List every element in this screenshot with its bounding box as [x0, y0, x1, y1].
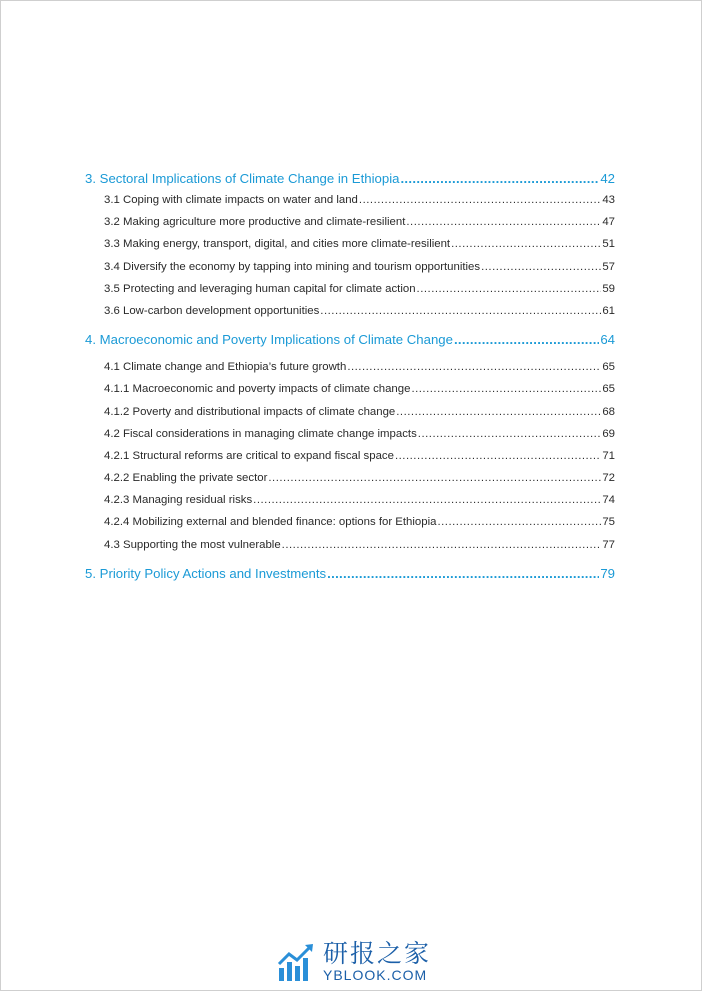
toc-chapter-entry[interactable]	[85, 169, 615, 191]
toc-entry-page: 75	[602, 516, 615, 529]
table-of-contents	[85, 169, 615, 592]
toc-section-entry[interactable]	[85, 258, 615, 280]
toc-entry-page: 65	[602, 383, 615, 396]
toc-section-entry[interactable]	[85, 302, 615, 324]
toc-section-entry[interactable]	[85, 513, 615, 535]
dot-leader	[396, 403, 601, 421]
dot-leader	[327, 564, 599, 584]
dot-leader	[411, 380, 601, 398]
watermark-cn: 研报之家	[323, 940, 432, 968]
dot-leader	[400, 169, 599, 189]
toc-chapter-entry[interactable]	[85, 564, 615, 592]
toc-entry-title: 3.5 Protecting and leveraging human capital for climate action	[104, 282, 416, 295]
toc-entry-page: 69	[602, 427, 615, 440]
toc-section-entry[interactable]	[85, 235, 615, 257]
toc-entry-page: 61	[602, 304, 615, 317]
rising-bars-chart-icon	[277, 942, 317, 982]
toc-entry-title: 4.3 Supporting the most vulnerable	[104, 538, 281, 551]
dot-leader	[406, 213, 601, 231]
toc-section-entry[interactable]	[85, 403, 615, 425]
toc-entry-page: 64	[600, 332, 615, 348]
toc-section-entry[interactable]	[85, 380, 615, 402]
toc-section-entry[interactable]	[85, 191, 615, 213]
toc-entry-title: 4.2.1 Structural reforms are critical to expand fiscal space	[104, 449, 394, 462]
toc-entry-title: 4.2 Fiscal considerations in managing climate change impacts	[104, 427, 417, 440]
dot-leader	[417, 280, 602, 298]
watermark-en: YBLOOK.COM	[323, 967, 428, 983]
dot-leader	[454, 330, 599, 350]
toc-entry-title: 5. Priority Policy Actions and Investments	[85, 565, 327, 581]
toc-section-entry[interactable]	[85, 469, 615, 491]
toc-entry-title: 3.2 Making agriculture more productive and climate-resilient	[104, 216, 406, 229]
toc-section-entry[interactable]	[85, 536, 615, 558]
dot-leader	[253, 491, 601, 509]
toc-entry-page: 43	[602, 194, 615, 206]
toc-entry-page: 71	[602, 449, 615, 462]
toc-entry-title: 4.2.3 Managing residual risks	[104, 494, 253, 507]
toc-entry-title: 4.1.1 Macroeconomic and poverty impacts of climate change	[104, 383, 411, 396]
watermark-logo	[277, 941, 431, 983]
toc-section-entry[interactable]	[85, 447, 615, 469]
toc-chapter-entry[interactable]	[85, 330, 615, 358]
toc-entry-title: 4.1.2 Poverty and distributional impacts of climate change	[104, 405, 396, 418]
toc-entry-page: 65	[602, 361, 615, 374]
dot-leader	[268, 469, 601, 487]
toc-entry-page: 77	[602, 538, 615, 551]
dot-leader	[418, 425, 602, 443]
dot-leader	[320, 302, 601, 320]
dot-leader	[395, 447, 601, 465]
toc-entry-page: 57	[602, 260, 615, 273]
toc-section-entry[interactable]	[85, 491, 615, 513]
toc-section-entry[interactable]	[85, 425, 615, 447]
dot-leader	[359, 191, 601, 209]
toc-entry-title: 4. Macroeconomic and Poverty Implications of Climate Change	[85, 332, 453, 348]
toc-section-entry[interactable]	[85, 213, 615, 235]
toc-entry-page: 68	[602, 405, 615, 418]
toc-entry-title: 3.1 Coping with climate impacts on water and land	[104, 194, 358, 206]
toc-entry-page: 42	[600, 171, 615, 186]
toc-entry-page: 74	[602, 494, 615, 507]
toc-entry-title: 3. Sectoral Implications of Climate Change in Ethiopia	[85, 171, 400, 186]
dot-leader	[451, 235, 601, 253]
toc-entry-title: 4.2.2 Enabling the private sector	[104, 472, 268, 485]
dot-leader	[347, 358, 601, 376]
toc-entry-page: 47	[602, 216, 615, 229]
toc-entry-title: 4.2.4 Mobilizing external and blended finance: options for Ethiopia	[104, 516, 437, 529]
toc-entry-title: 3.4 Diversify the economy by tapping into mining and tourism opportunities	[104, 260, 481, 273]
dot-leader	[437, 513, 601, 531]
toc-entry-title: 3.3 Making energy, transport, digital, and cities more climate-resilient	[104, 238, 451, 251]
dot-leader	[282, 536, 602, 554]
toc-section-entry[interactable]	[85, 358, 615, 380]
toc-entry-title: 3.6 Low-carbon development opportunities	[104, 304, 320, 317]
toc-section-entry[interactable]	[85, 280, 615, 302]
dot-leader	[481, 258, 601, 276]
toc-entry-title: 4.1 Climate change and Ethiopia’s future growth	[104, 361, 347, 374]
toc-entry-page: 51	[602, 238, 615, 251]
toc-entry-page: 59	[602, 282, 615, 295]
toc-entry-page: 72	[602, 472, 615, 485]
toc-entry-page: 79	[600, 565, 615, 581]
